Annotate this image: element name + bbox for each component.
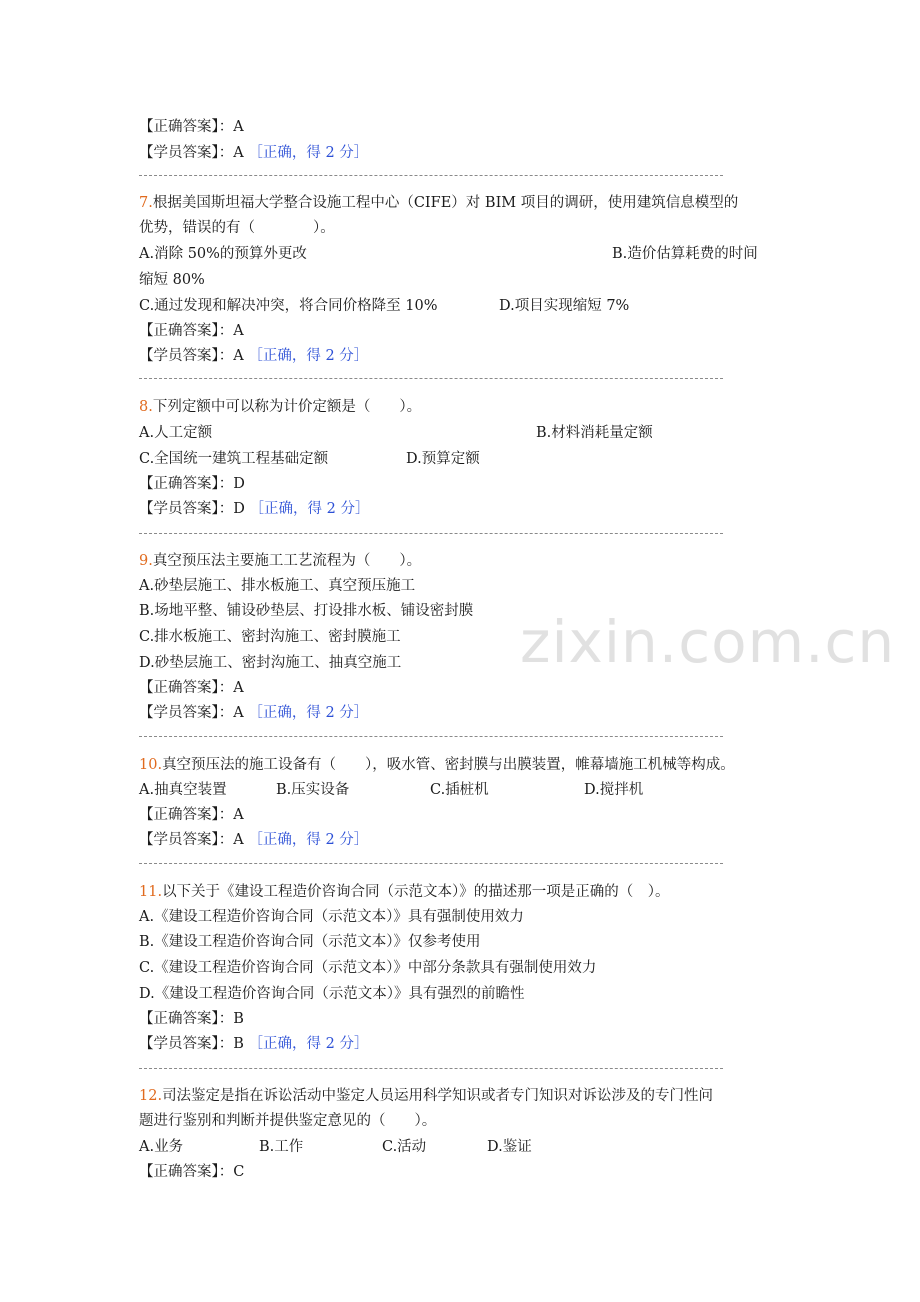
separator [139, 378, 723, 379]
option-b: B.造价估算耗费的时间 [612, 246, 758, 262]
separator [139, 1068, 723, 1069]
separator [139, 533, 723, 534]
question-7-stem: 7.根据美国斯坦福大学整合设施工程中心（CIFE）对 BIM 项目的调研，使用建筑信息模型的 [139, 195, 739, 211]
option-c: C.《建设工程造价咨询合同（示范文本）》中部分条款具有强制使用效力 [139, 960, 597, 976]
correct-answer-line [139, 117, 244, 137]
option-b: B.场地平整、铺设砂垫层、打设排水板、铺设密封膜 [139, 603, 474, 619]
question-number: 7. [139, 195, 153, 211]
student-answer-value: A [233, 705, 244, 721]
grade-text: ［正确，得 2 分］ [248, 1036, 369, 1052]
watermark: zixin.com.cn [520, 608, 896, 676]
question-7-stem-cont: 优势，错误的有（ ）。 [139, 220, 335, 236]
option-a: A.消除 50%的预算外更改 [139, 246, 307, 262]
option-b: B.工作 [259, 1139, 304, 1155]
option-a: A.业务 [139, 1139, 184, 1155]
option-b: B.《建设工程造价咨询合同（示范文本）》仅参考使用 [139, 934, 481, 950]
student-answer-line [139, 143, 368, 163]
student-answer-value: B [233, 1036, 244, 1052]
question-12-stem-cont: 题进行鉴别和判断并提供鉴定意见的（ ）。 [139, 1113, 437, 1129]
question-9-stem: 9.真空预压法主要施工工艺流程为（ ）。 [139, 553, 422, 569]
question-number: 11. [139, 884, 163, 900]
option-c: C.通过发现和解决冲突，将合同价格降至 10% [139, 298, 438, 314]
correct-answer-value: A [233, 680, 244, 696]
student-answer-line: 【学员答案】：B ［正确，得 2 分］ [139, 1036, 369, 1052]
correct-answer-value: C [233, 1164, 245, 1180]
correct-answer-line: 【正确答案】：A [139, 807, 244, 823]
option-b: B.材料消耗量定额 [536, 425, 653, 441]
correct-answer-value: D [233, 476, 245, 492]
correct-answer-line: 【正确答案】：C [139, 1164, 245, 1180]
student-answer-value: D [233, 501, 245, 517]
student-answer-value: A [233, 832, 244, 848]
student-answer-line: 【学员答案】：A ［正确，得 2 分］ [139, 348, 369, 364]
grade-text: ［正确，得 2 分］ [249, 501, 370, 517]
option-d: D.《建设工程造价咨询合同（示范文本）》具有强烈的前瞻性 [139, 986, 525, 1002]
correct-answer-value: A [233, 119, 244, 135]
correct-answer-line: 【正确答案】：D [139, 476, 245, 492]
student-answer-line: 【学员答案】：D ［正确，得 2 分］ [139, 501, 370, 517]
separator [139, 736, 723, 737]
option-c: C.全国统一建筑工程基础定额 [139, 451, 329, 467]
question-number: 9. [139, 553, 153, 569]
question-12-stem: 12.司法鉴定是指在诉讼活动中鉴定人员运用科学知识或者专门知识对诉讼涉及的专门性问 [139, 1088, 714, 1104]
grade-text: ［正确，得 2 分］ [248, 348, 369, 364]
question-number: 8. [139, 399, 153, 415]
option-c: C.排水板施工、密封沟施工、密封膜施工 [139, 629, 401, 645]
option-b: B.压实设备 [276, 782, 350, 798]
question-number: 10. [139, 757, 163, 773]
student-answer-value: A [233, 145, 244, 161]
separator [139, 863, 723, 864]
separator [139, 175, 723, 176]
correct-answer-value: A [233, 807, 244, 823]
student-answer-line: 【学员答案】：A ［正确，得 2 分］ [139, 705, 369, 721]
option-d: D.项目实现缩短 7% [499, 298, 630, 314]
student-answer-label: 【学员答案】： [139, 145, 234, 161]
question-8-stem: 8.下列定额中可以称为计价定额是（ ）。 [139, 399, 422, 415]
question-10-stem: 10.真空预压法的施工设备有（ ），吸水管、密封膜与出膜装置，帷幕墙施工机械等构成。 [139, 757, 735, 773]
question-11-stem: 11.以下关于《建设工程造价咨询合同（示范文本）》的描述那一项是正确的（ ）。 [139, 884, 670, 900]
correct-answer-line: 【正确答案】：A [139, 680, 244, 696]
question-number: 12. [139, 1088, 163, 1104]
student-answer-line: 【学员答案】：A ［正确，得 2 分］ [139, 832, 369, 848]
grade-text: ［正确，得 2 分］ [248, 832, 369, 848]
grade-text: ［正确，得 2 分］ [248, 145, 369, 161]
option-d: D.砂垫层施工、密封沟施工、抽真空施工 [139, 655, 402, 671]
option-a: A.抽真空装置 [139, 782, 227, 798]
option-a: A.人工定额 [139, 425, 213, 441]
option-d: D.鉴证 [487, 1139, 532, 1155]
correct-answer-label: 【正确答案】： [139, 119, 234, 135]
correct-answer-line: 【正确答案】：B [139, 1011, 244, 1027]
option-d: D.搅拌机 [584, 782, 644, 798]
grade-text: ［正确，得 2 分］ [248, 705, 369, 721]
option-a: A.砂垫层施工、排水板施工、真空预压施工 [139, 578, 416, 594]
option-b-cont: 缩短 80% [139, 272, 205, 288]
correct-answer-line: 【正确答案】：A [139, 323, 244, 339]
option-c: C.活动 [382, 1139, 427, 1155]
correct-answer-value: B [233, 1011, 244, 1027]
option-d: D.预算定额 [406, 451, 480, 467]
option-c: C.插桩机 [430, 782, 489, 798]
student-answer-value: A [233, 348, 244, 364]
option-a: A.《建设工程造价咨询合同（示范文本）》具有强制使用效力 [139, 909, 524, 925]
correct-answer-value: A [233, 323, 244, 339]
